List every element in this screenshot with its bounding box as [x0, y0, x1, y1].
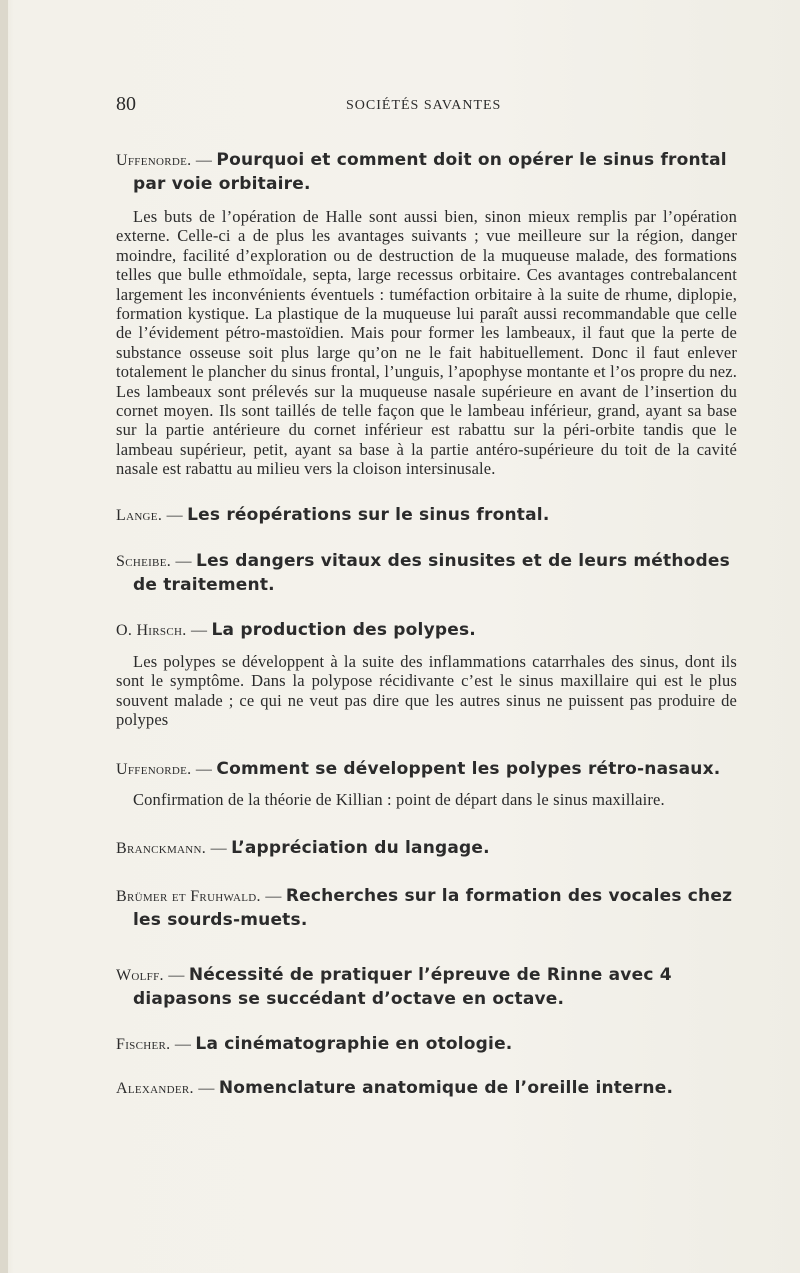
heading-dash: —	[191, 621, 208, 639]
heading-dash: —	[174, 1035, 191, 1053]
author-name: Lange.	[116, 506, 163, 524]
entry-brumer-fruhwald	[116, 884, 737, 931]
heading-dash: —	[195, 152, 212, 169]
entry-lange	[116, 503, 737, 527]
entry-heading	[116, 618, 737, 642]
heading-dash: —	[168, 966, 185, 984]
author-name: Scheibe.	[116, 552, 172, 570]
page-number: 80	[116, 93, 136, 115]
author-name: Brümer et Fruhwald.	[116, 887, 261, 905]
entry-summary: Les buts de l’opération de Halle sont aussi bien, sinon mieux remplis par l’opération externe. Celle-ci a de plus les avantages suivants ; vue meilleure sur la région, danger moindre, facilité d’exploration ou de destruction de la muqueuse malade, des formations telles que bulle ethmoïdale, septa, large recessus orbitaire. Ces avantages contrebalancent largement les inconvénients éventuels : tuméfaction orbitaire à la suite de rhume, diplopie, formation kystique. La plastique de la muqueuse lui paraît aussi recommandable que celle de l’évidement pétro-mastoïdien. Mais pour former les lambeaux, il faut que la perte de substance osseuse soit plus large qu’on ne le fait habituellement. Donc il faut enlever totalement le plancher du sinus frontal, l’unguis, l’apophyse montante et l’os propre du nez. Les lambeaux sont prélevés sur la muqueuse nasale supérieure en avant de l’insertion du cornet moyen. Ils sont taillés de telle façon que le lambeau inférieur, grand, ayant sa base sur la partie antérieure du cornet inférieur est rabattu sur la péri-orbite tandis que le lambeau supérieur, petit, ayant sa base à la partie antéro-supérieure du toit de la cavité nasale est rabattu au milieu vers la cloison intersinusale.	[116, 207, 737, 479]
entry-heading	[116, 1032, 737, 1056]
entry-uffenorde-polypes	[116, 757, 737, 809]
author-name: Uffenorde.	[116, 761, 192, 779]
page-content	[116, 148, 737, 1100]
author-name: Uffenorde.	[116, 152, 192, 169]
entry-branckmann	[116, 836, 737, 860]
entry-alexander	[116, 1076, 737, 1100]
entry-wolff	[116, 963, 737, 1010]
author-name: Alexander.	[116, 1079, 194, 1097]
entry-heading	[116, 757, 737, 781]
entry-scheibe	[116, 549, 737, 596]
entry-heading	[116, 503, 737, 527]
entry-hirsch	[116, 618, 737, 730]
page-gutter-shadow	[0, 0, 8, 1273]
entry-heading	[116, 148, 737, 195]
paper-title: Les réopérations sur le sinus frontal.	[187, 504, 550, 525]
paper-title: La cinématographie en otologie.	[195, 1033, 513, 1054]
running-head: SOCIÉTÉS SAVANTES	[346, 98, 502, 113]
paper-title: Recherches sur la formation des vocales chez les sourds-muets.	[133, 885, 733, 930]
heading-dash: —	[175, 552, 192, 570]
page-header	[116, 93, 736, 119]
author-name: Wolff.	[116, 966, 164, 984]
heading-dash: —	[265, 887, 282, 905]
author-name: Fischer.	[116, 1035, 171, 1053]
entry-heading	[116, 884, 737, 931]
heading-dash: —	[198, 1079, 215, 1097]
paper-title: La production des polypes.	[211, 619, 476, 640]
paper-title: Comment se développent les polypes rétro-nasaux.	[216, 759, 721, 780]
paper-title: Nomenclature anatomique de l’oreille interne.	[218, 1077, 674, 1098]
heading-dash: —	[195, 761, 212, 779]
paper-title: Pourquoi et comment doit on opérer le sinus frontal par voie orbitaire.	[133, 150, 727, 194]
heading-dash: —	[210, 839, 227, 857]
paper-title: Les dangers vitaux des sinusites et de leurs méthodes de traitement.	[133, 550, 730, 595]
paper-title: Nécessité de pratiquer l’épreuve de Rinne avec 4 diapasons se succédant d’octave en octave.	[133, 964, 672, 1009]
entry-heading	[116, 836, 737, 860]
author-name: Branckmann.	[116, 839, 207, 857]
entry-heading	[116, 1076, 737, 1100]
entry-summary: Les polypes se développent à la suite des inflammations catarrhales des sinus, dont ils sont le symptôme. Dans la polypose récidivante c’est le sinus maxillaire qui est le plus souvent malade ; ce qui ne veut pas dire que les autres sinus ne puissent pas produire de polypes	[116, 651, 737, 729]
entry-heading	[116, 963, 737, 1010]
entry-summary: Confirmation de la théorie de Killian : point de départ dans le sinus maxillaire.	[133, 790, 665, 810]
paper-title: L’appréciation du langage.	[231, 837, 490, 858]
entry-fischer	[116, 1032, 737, 1056]
heading-dash: —	[166, 506, 183, 524]
author-name: O. Hirsch.	[116, 621, 187, 639]
entry-heading	[116, 549, 737, 596]
entry-uffenorde-sinus-frontal	[116, 148, 737, 479]
